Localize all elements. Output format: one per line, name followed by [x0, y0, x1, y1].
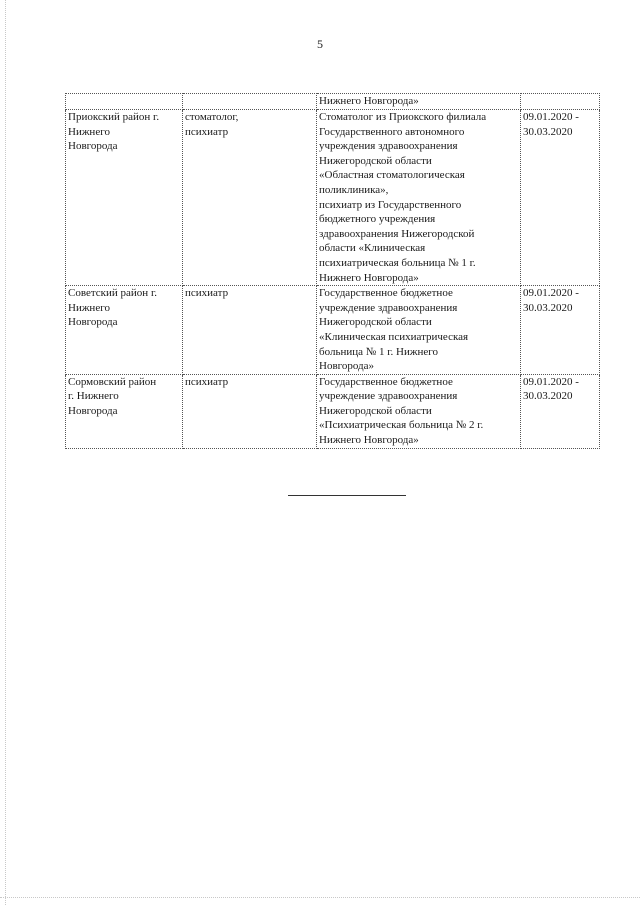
period-cell: 09.01.2020 - 30.03.2020	[521, 286, 600, 375]
page-number: 5	[317, 37, 323, 51]
district-cell: Советский район г. Нижнего Новгорода	[66, 286, 183, 375]
table-row	[66, 110, 600, 286]
institution-cell: Государственное бюджетное учреждение здравоохранения Нижегородской области «Психиатрическая больница № 2 г. Нижнего Новгорода»	[317, 374, 521, 448]
scan-edge-left	[5, 0, 6, 905]
period-cell: 09.01.2020 - 30.03.2020	[521, 374, 600, 448]
district-cell	[66, 94, 183, 110]
period-cell	[521, 94, 600, 110]
period-cell: 09.01.2020 - 30.03.2020	[521, 110, 600, 286]
table-row	[66, 286, 600, 375]
table-row-continued	[66, 94, 600, 110]
scan-edge-bottom	[0, 897, 640, 898]
specialty-cell: психиатр	[183, 374, 317, 448]
district-cell: Приокский район г. Нижнего Новгорода	[66, 110, 183, 286]
institution-cell: Нижнего Новгорода»	[317, 94, 521, 110]
schedule-table	[65, 93, 600, 449]
district-cell: Сормовский район г. Нижнего Новгорода	[66, 374, 183, 448]
table-row	[66, 374, 600, 448]
institution-cell: Государственное бюджетное учреждение здравоохранения Нижегородской области «Клиническая психиатрическая больница № 1 г. Нижнего Новгорода»	[317, 286, 521, 375]
specialty-cell: стоматолог, психиатр	[183, 110, 317, 286]
specialty-cell: психиатр	[183, 286, 317, 375]
institution-cell: Стоматолог из Приокского филиала Государственного автономного учреждения здравоохранения Нижегородской области «Областная стоматологическая поликлиника», психиатр из Государственного бюджетного учреждения здравоохранения Нижегородской области «Клиническая психиатрическая больница № 1 г. Нижнего Новгорода»	[317, 110, 521, 286]
end-of-document-line	[288, 495, 406, 496]
specialty-cell	[183, 94, 317, 110]
